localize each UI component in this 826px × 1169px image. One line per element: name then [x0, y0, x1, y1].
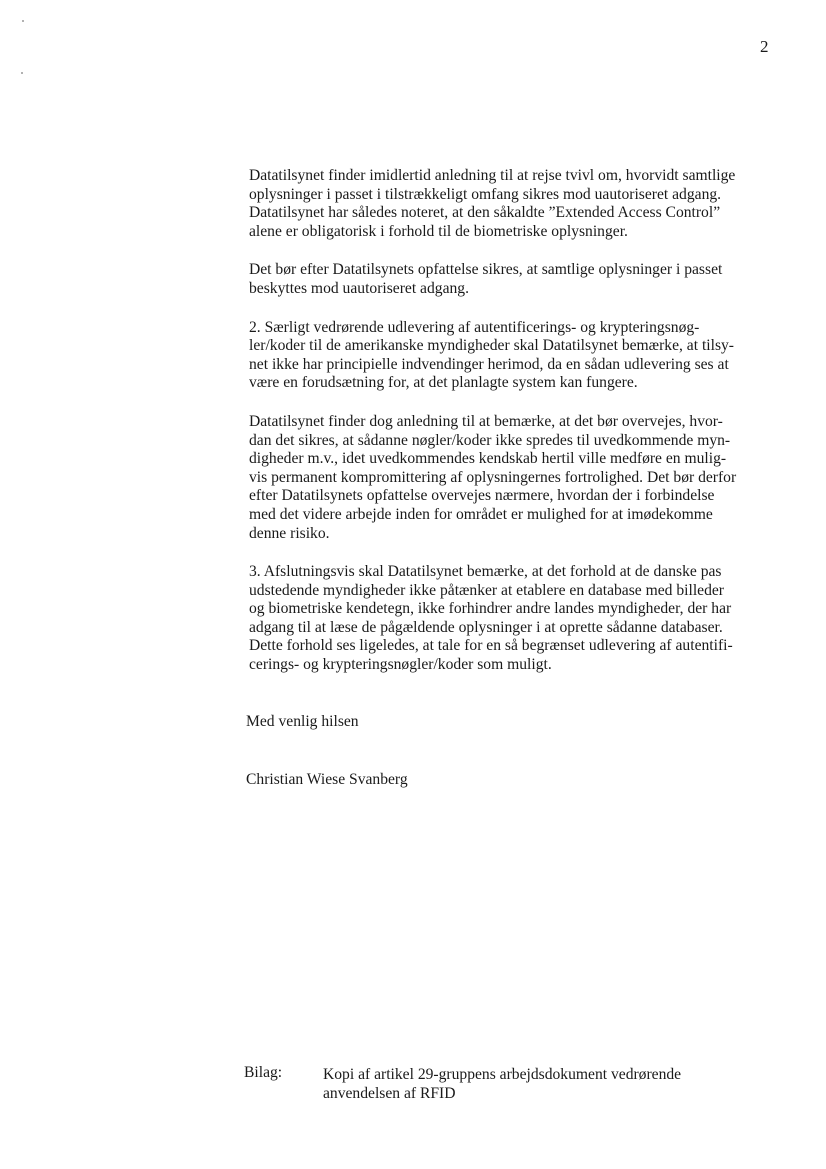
- text-line: Det bør efter Datatilsynets opfattelse sikres, at samtlige oplysninger i passet: [249, 261, 723, 279]
- text-line: med det videre arbejde inden for området er mulighed for at imødekomme: [249, 505, 713, 523]
- text-line: anvendelsen af RFID: [323, 1085, 456, 1102]
- paragraph-eac: [249, 167, 771, 241]
- signature-name: Christian Wiese Svanberg: [246, 771, 408, 788]
- page-number: 2: [760, 37, 769, 56]
- text-line: efter Datatilsynets opfattelse overvejes nærmere, hvordan der i forbindelse: [249, 487, 715, 505]
- text-line: beskyttes mod uautoriseret adgang.: [249, 279, 469, 297]
- text-line: denne risiko.: [249, 524, 330, 542]
- text-line: 2. Særligt vedrørende udlevering af autentificerings- og krypteringsnøg-: [249, 318, 700, 336]
- paragraph-recommendation: [249, 261, 771, 298]
- text-line: cerings- og krypteringsnøgler/koder som muligt.: [249, 656, 552, 674]
- text-line: Datatilsynet har således noteret, at den såkaldte ”Extended Access Control”: [249, 204, 721, 222]
- scan-speck: [22, 20, 24, 22]
- text-line: 3. Afslutningsvis skal Datatilsynet bemærke, at det forhold at de danske pas: [249, 563, 722, 581]
- text-line: net ikke har principielle indvendinger herimod, da en sådan udlevering ses at: [249, 355, 729, 373]
- text-line: Datatilsynet finder imidlertid anledning til at rejse tvivl om, hvorvidt samtlige: [249, 167, 736, 184]
- attachment-label: Bilag:: [244, 1064, 283, 1081]
- letter-body: [249, 167, 771, 695]
- text-line: udstedende myndigheder ikke påtænker at etablere en database med billeder: [249, 581, 724, 599]
- text-line: oplysninger i passet i tilstrækkeligt omfang sikres mod uautoriseret adgang.: [249, 185, 722, 203]
- text-line: vis permanent kompromittering af oplysningernes fortrolighed. Det bør derfor: [249, 468, 737, 486]
- text-line: alene er obligatorisk i forhold til de biometriske oplysninger.: [249, 222, 628, 240]
- text-line: dan det sikres, at sådanne nøgler/koder ikke spredes til uvedkommende myn-: [249, 431, 731, 449]
- text-line: ler/koder til de amerikanske myndigheder skal Datatilsynet bemærke, at tilsy-: [249, 337, 734, 355]
- text-line: Dette forhold ses ligeledes, at tale for en så begrænset udlevering af autentifi-: [249, 637, 733, 655]
- attachment-description: [323, 1065, 681, 1103]
- text-line: Datatilsynet finder dog anledning til at bemærke, at det bør overvejes, hvor-: [249, 412, 723, 430]
- closing-greeting: Med venlig hilsen: [246, 713, 359, 730]
- text-line: Kopi af artikel 29-gruppens arbejdsdokument vedrørende: [323, 1066, 682, 1083]
- text-line: og biometriske kendetegn, ikke forhindrer andre landes myndigheder, der har: [249, 600, 732, 618]
- text-line: digheder m.v., idet uvedkommendes kendskab hertil ville medføre en mulig-: [249, 450, 727, 468]
- text-line: adgang til at læse de pågældende oplysninger i at oprette sådanne databaser.: [249, 618, 723, 636]
- scan-speck: [21, 72, 23, 74]
- text-line: være en forudsætning for, at det planlagte system kan fungere.: [249, 374, 638, 392]
- paragraph-point-2: [249, 319, 771, 393]
- paragraph-point-3: [249, 563, 771, 675]
- paragraph-risk: [249, 413, 771, 543]
